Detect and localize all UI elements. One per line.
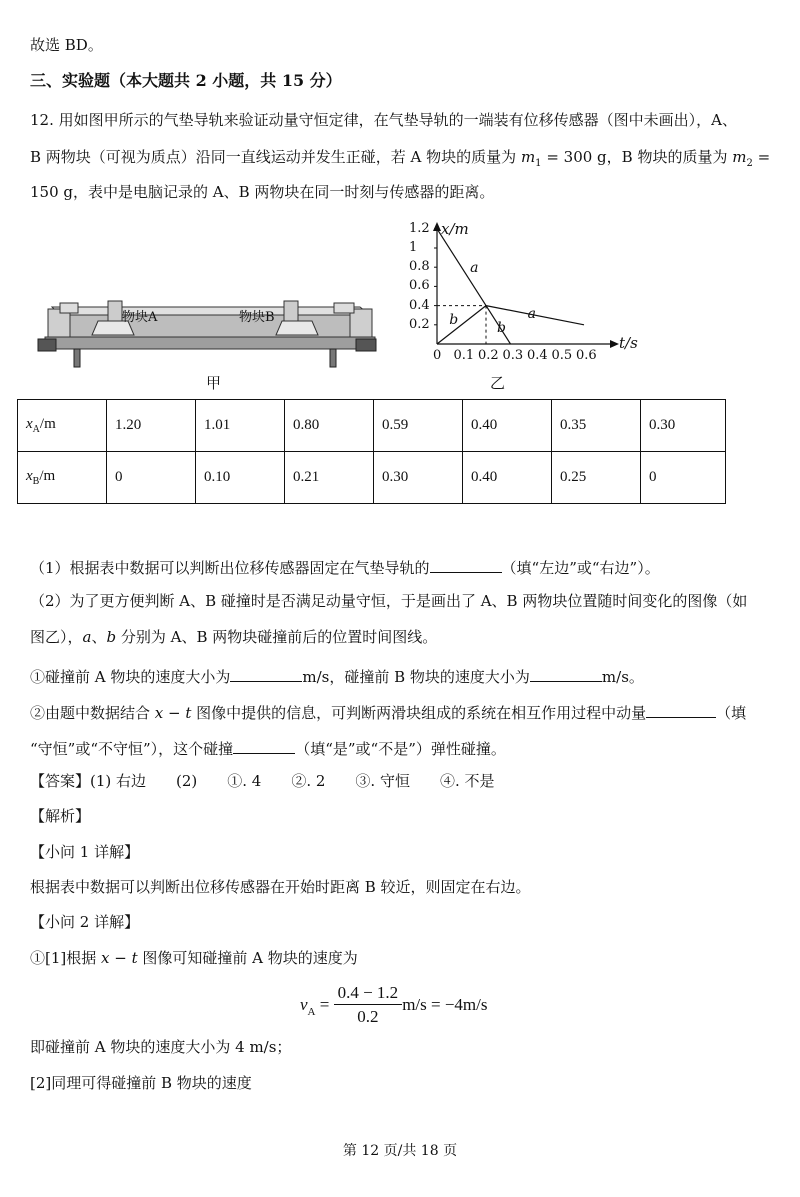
formula-lhs-sub: A (307, 1005, 316, 1018)
sub-question-1-text-c: m/s。 (601, 668, 644, 686)
x-tick-label: 0.4 (527, 348, 548, 363)
sub-question-2-line-2 (30, 738, 506, 757)
x-tick-label: 0.1 (453, 348, 475, 363)
row-label-sub: B (32, 476, 40, 487)
part-2-var-a: a (82, 628, 92, 646)
x-tick-label: 0.3 (502, 348, 524, 363)
sub-question-2-blank-b (233, 738, 295, 754)
x-tick-label: 0.2 (478, 348, 499, 363)
page-footer: 第 12 页/共 18 页 (342, 1143, 458, 1159)
sub-question-2-text-c: （填 (716, 704, 747, 722)
table-cell: 0.30 (641, 400, 726, 452)
question-line-3: 150 g，表中是电脑记录的 A、B 两物块在同一时刻与传感器的距离。 (30, 183, 495, 201)
m1-subscript: 1 (535, 158, 542, 169)
sub-question-2-text-b: 图像中提供的信息，可判断两滑块组成的系统在相互作用过程中动量 (191, 704, 647, 722)
table-cell: 1.20 (107, 400, 196, 452)
question-line-2 (30, 150, 770, 169)
sub-2-text-b: 图像可知碰撞前 A 物块的速度为 (137, 949, 358, 967)
series-label-a-before: a (470, 260, 479, 277)
y-tick-label: 0.2 (409, 316, 430, 332)
m2-subscript: 2 (746, 158, 753, 169)
section-title: 三、实验题（本大题共 2 小题，共 15 分） (30, 71, 342, 90)
axes (433, 222, 619, 348)
y-tick-label: 0.6 (409, 278, 430, 294)
m1-variable: m (520, 148, 536, 166)
x-tick-label: 0.5 (551, 348, 573, 363)
x-axis-label: t/s (619, 334, 638, 352)
table-cell: 0 (641, 452, 726, 504)
sub-1-text: 根据表中数据可以判断出位移传感器在开始时距离 B 较近，则固定在右边。 (30, 878, 531, 896)
row-label-var: x (26, 468, 33, 484)
part-2-line-2 (30, 630, 437, 645)
table-row-label (18, 452, 107, 504)
sub-1-title: 【小问 1 详解】 (30, 843, 140, 861)
sub-2-text-a: ①[1]根据 (30, 949, 102, 967)
m2-variable: m (732, 148, 747, 166)
figure-yi-caption: 乙 (490, 374, 506, 392)
sub-question-1 (30, 666, 644, 685)
figure-jia-caption: 甲 (206, 374, 222, 392)
sub-question-2-line-2-text-a: “守恒”或“不守恒”），这个碰撞 (30, 740, 234, 758)
sub-question-1-text-b: m/s，碰撞前 B 物块的速度大小为 (302, 668, 530, 686)
table-cell: 0.21 (285, 452, 374, 504)
part-1 (30, 557, 660, 576)
table-cell: 0.10 (196, 452, 285, 504)
table-cell: 0.35 (552, 400, 641, 452)
sub-2-title: 【小问 2 详解】 (30, 913, 140, 931)
velocity-formula (300, 983, 488, 1033)
m2-equals: = (752, 148, 771, 166)
series-label-b-after: b (497, 319, 506, 336)
block-b-label: 物块B (239, 310, 275, 325)
y-tick-label: 1 (409, 240, 418, 255)
air-track-figure (30, 295, 390, 375)
row-label-unit: /m (39, 468, 56, 484)
series-label-b-before: b (449, 311, 459, 328)
sub-question-2-line-2-text-b: （填“是”或“不是”）弹性碰撞。 (295, 740, 506, 758)
x-tick-label: 0.6 (576, 348, 597, 363)
air-track (38, 303, 376, 367)
after-formula-text: 即碰撞前 A 物块的速度大小为 4 m/s； (30, 1038, 292, 1056)
row-label-sub: A (32, 424, 40, 435)
series-line-1 (437, 306, 486, 344)
part-1-hint: （填“左边”或“右边”）。 (501, 559, 660, 577)
m1-value-text: = 300 g，B 物块的质量为 (541, 148, 733, 166)
series-label-a-after: a (527, 306, 536, 323)
table-cell: 0.59 (374, 400, 463, 452)
table-cell: 0.80 (285, 400, 374, 452)
table-cell: 0.25 (552, 452, 641, 504)
sub-question-2-line-1 (30, 702, 746, 721)
part-1-blank (430, 557, 502, 573)
formula-denominator: 0.2 (357, 1007, 379, 1026)
formula-fraction (334, 983, 403, 1027)
table-row (18, 452, 726, 504)
data-table (17, 399, 726, 504)
part-2-text-b: 分别为 A、B 两物块碰撞前后的位置时间图线。 (116, 628, 438, 646)
answer-line: 【答案】(1) 右边 (2) ①. 4 ②. 2 ③. 守恒 ④. 不是 (30, 772, 495, 790)
next-line-text: [2]同理可得碰撞前 B 物块的速度 (30, 1074, 252, 1092)
sub-question-1-blank-b (530, 666, 602, 682)
question-line-1: 12. 用如图甲所示的气垫导轨来验证动量守恒定律，在气垫导轨的一端装有位移传感器（图中未画出），A、 (30, 111, 737, 129)
sub-question-1-blank-a (230, 666, 302, 682)
formula-eq: = (315, 995, 334, 1014)
table-row-label (18, 400, 107, 452)
sub-question-2-dash: − (163, 704, 186, 722)
row-label-unit: /m (39, 416, 56, 432)
sub-2-t: t (131, 949, 138, 967)
analysis-title: 【解析】 (30, 807, 91, 825)
series-line-0 (437, 229, 486, 306)
sub-question-2-t: t (185, 704, 192, 722)
table-cell: 0.40 (463, 400, 552, 452)
formula-lhs-var: v (300, 995, 308, 1014)
sub-question-1-text-a: ①碰撞前 A 物块的速度大小为 (30, 668, 231, 686)
sub-question-2-text-a: ②由题中数据结合 (30, 704, 155, 722)
previous-answer: 故选 BD。 (30, 36, 103, 54)
table-cell: 0.30 (374, 452, 463, 504)
formula-result: = −4m/s (426, 995, 488, 1014)
part-2-separator: 、 (91, 628, 107, 646)
part-1-text: （1）根据表中数据可以判断出位移传感器固定在气垫导轨的 (30, 559, 430, 577)
sub-2-x: x (101, 949, 110, 967)
x-tick-label: 0 (433, 348, 442, 363)
y-tick-label: 0.8 (409, 259, 430, 275)
sub-2-line (30, 951, 358, 966)
part-2-text-a: 图乙）， (30, 628, 83, 646)
table-row (18, 400, 726, 452)
question-line-2-text: B 两物块（可视为质点）沿同一直线运动并发生正碰，若 A 物块的质量为 (30, 148, 521, 166)
block-a-label: 物块A (122, 310, 158, 325)
sub-question-2-x: x (154, 704, 164, 722)
part-2-var-b: b (106, 628, 117, 646)
x-axis-arrow (610, 340, 619, 348)
table-cell: 1.01 (196, 400, 285, 452)
sub-2-dash: − (109, 949, 132, 967)
y-axis-label: x/m (441, 220, 469, 238)
table-cell: 0.40 (463, 452, 552, 504)
sub-question-2-blank-a (646, 702, 716, 718)
table-cell: 0 (107, 452, 196, 504)
y-tick-label: 0.4 (409, 297, 430, 313)
formula-unit: m/s (402, 995, 427, 1014)
y-tick-label: 1.2 (409, 220, 430, 236)
part-2-line-1: （2）为了更方便判断 A、B 碰撞时是否满足动量守恒，于是画出了 A、B 两物块位置随时间变化的图像（如 (30, 592, 748, 610)
row-label-var: x (26, 416, 33, 432)
formula-numerator: 0.4 − 1.2 (334, 983, 403, 1005)
